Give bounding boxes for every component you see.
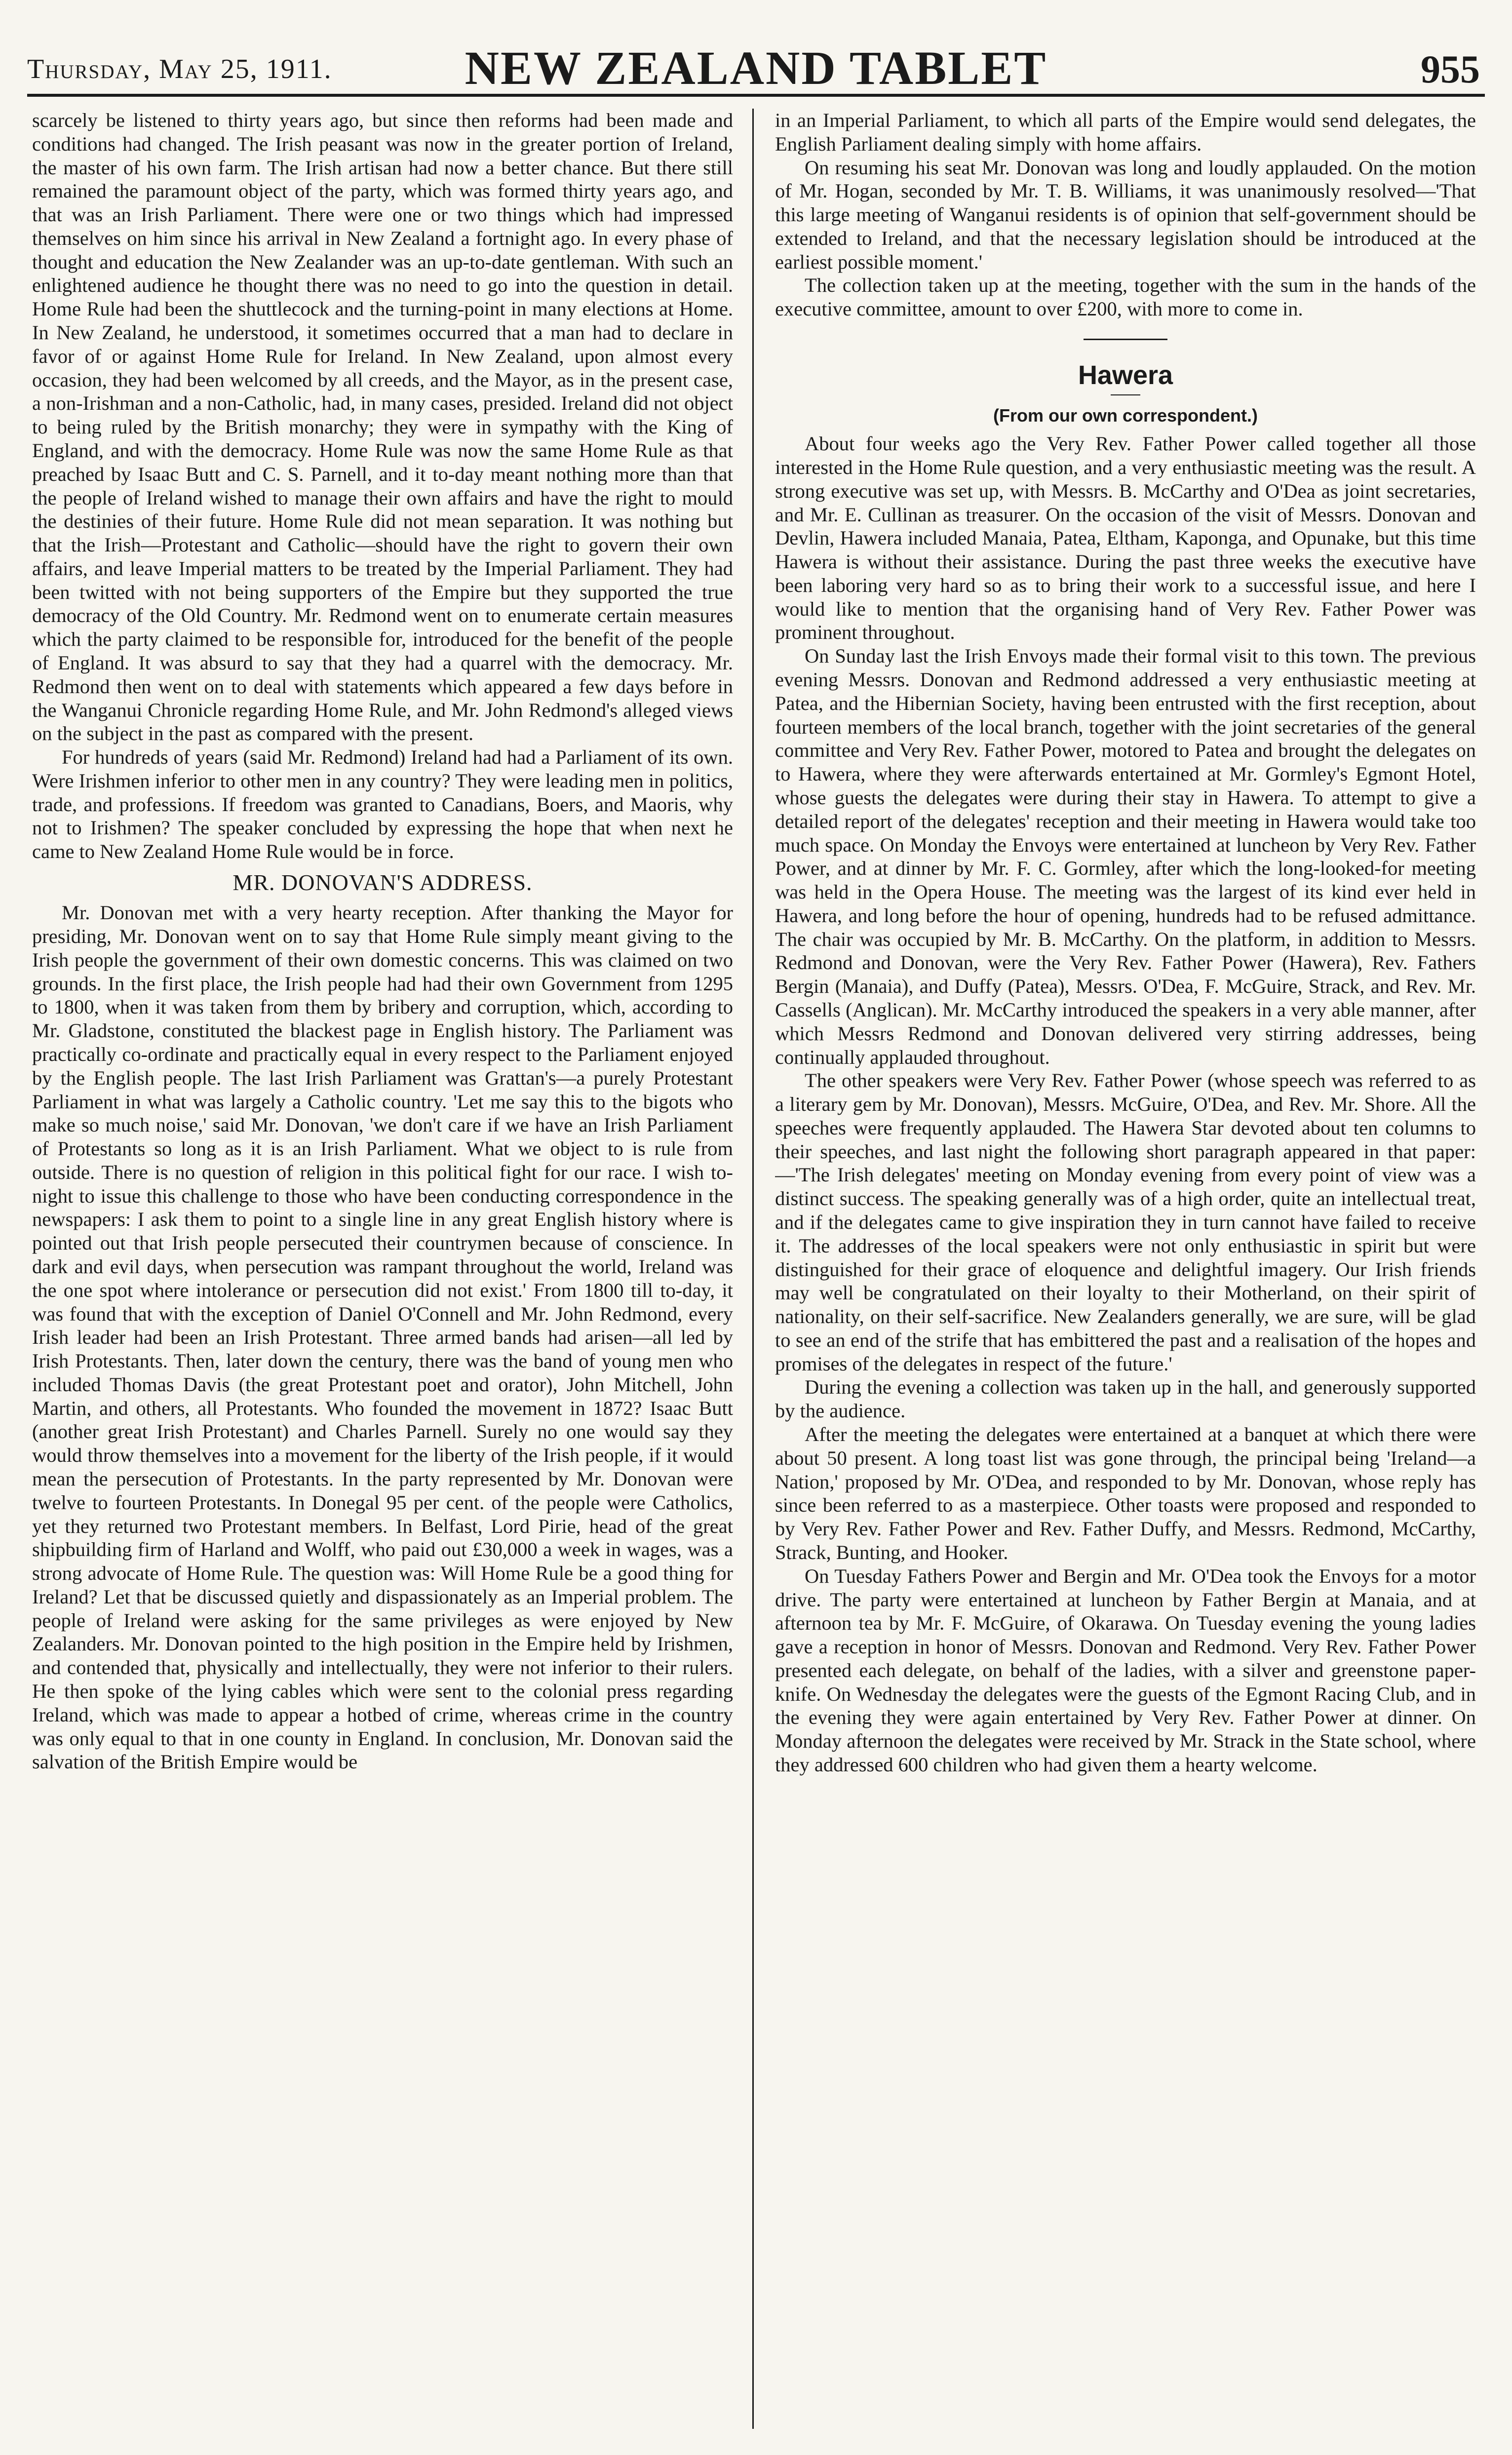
column-divider [752,109,754,2429]
byline: (From our own correspondent.) [993,405,1258,426]
masthead [27,35,1485,97]
issue-date: Thursday, May 25, 1911. [27,54,332,84]
section-title-hawera: Hawera [1078,360,1173,390]
article-paragraph: On Sunday last the Irish Envoys made their formal visit to this town. The previous evening Messrs. Donovan and Redmond addressed a very enthusiastic meeting at Patea, and the Hibernian Society, having been entrusted with the first reception, about fourteen members of the local branch, together with the joint secretaries of the general committee and Very Rev. Father Power, motored to Patea and brought the delegates on to Hawera, where they were afterwards entertained at Mr. Gormley's Egmont Hotel, whose guests the delegates were during their stay in Hawera. To attempt to give a detailed report of the delegates' reception and their meeting in Hawera would take too much space. On Monday the Envoys were entertained at luncheon by Very Rev. Father Power, and at dinner by Mr. F. C. Gormley, after which the long-looked-for meeting was held in the Opera House. The meeting was the largest of its kind ever held in Hawera, and long before the hour of opening, hundreds had to be refused admittance. The chair was occupied by Mr. B. McCarthy. On the platform, in addition to Messrs. Redmond and Donovan, were the Very Rev. Father Power (Hawera), Rev. Fathers Bergin (Manaia), and Duffy (Patea), Messrs. O'Dea, F. McGuire, Strack, and Rev. Mr. Cassells (Anglican). Mr. McCarthy introduced the speakers in a very able manner, after which Messrs Redmond and Donovan delivered very stirring addresses, being continually applauded throughout. [775,645,1476,1068]
article-paragraph: Mr. Donovan met with a very hearty reception. After thanking the Mayor for presiding, Mr. Donovan went on to say that Home Rule simply meant giving to the Irish people the government of their own domestic concerns. This was claimed on two grounds. In the first place, the Irish people had had their own Government from 1295 to 1800, when it was taken from them by bribery and corruption, which, according to Mr. Gladstone, constituted the blackest page in English history. The Parliament was practically co-ordinate and practically equal in every respect to the Parliament enjoyed by the English people. The last Irish Parliament was Grattan's—a purely Protestant Parliament in what was largely a Catholic country. 'Let me say this to the bigots who make so much noise,' said Mr. Donovan, 'we don't care if we have an Irish Parliament of Protestants so long as it is an Irish Parliament. What we object to is rule from outside. There is no question of religion in this political fight for our race. I wish to-night to issue this challenge to those who have been conducting correspondence in the newspapers: I ask them to point to a single line in any great English history where is pointed out that Irish people persecuted their countrymen because of conscience. In dark and evil days, when persecution was rampant throughout the world, Ireland was the one spot where intolerance or persecution did not exist.' From 1800 till to-day, it was found that with the exception of Daniel O'Connell and Mr. John Redmond, every Irish leader had been an Irish Protestant. Three armed bands had arisen—all led by Irish Protestants. Then, later down the century, there was the band of young men who included Thomas Davis (the great Protestant poet and orator), John Mitchell, John Martin, and others, all Protestants. Who founded the movement in 1872? Isaac Butt (another great Irish Protestant) and Charles Parnell. Surely no one would say they would throw themselves into a movement for the liberty of the Irish people, if it would mean the persecution of Protestants. In the party represented by Mr. Donovan were twelve to fourteen Protestants. In Donegal 95 per cent. of the people were Catholics, yet they returned two Protestant members. In Belfast, Lord Pirie, head of the great shipbuilding firm of Harland and Wolff, who paid out £30,000 a week in wages, was a strong advocate of Home Rule. The question was: Will Home Rule be a good thing for Ireland? Let that be discussed quietly and dispassionately as an Imperial problem. The people of Ireland were asking for the same privileges as were enjoyed by New Zealanders. Mr. Donovan pointed to the high position in the Empire held by Irishmen, and contended that, physically and intellectually, they were not inferior to their rulers. He then spoke of the lying cables which were sent to the colonial press regarding Ireland, which was made to appear a hotbed of crime, whereas crime in the country was only equal to that in one county in England. In conclusion, Mr. Donovan said the salvation of the British Empire would be [32,901,733,1773]
title-underline [1111,394,1140,395]
article-paragraph: The collection taken up at the meeting, together with the sum in the hands of the executive committee, amount to over £200, with more to come in. [775,274,1476,320]
article-paragraph: For hundreds of years (said Mr. Redmond) Ireland had had a Parliament of its own. Were Irishmen inferior to other men in any country? They were leading men in politics, trade, and professions. If freedom was granted to Canadians, Boers, and Maoris, why not to Irishmen? The speaker concluded by expressing the hope that when next he came to New Zealand Home Rule would be in force. [32,746,733,863]
article-paragraph: The other speakers were Very Rev. Father Power (whose speech was referred to as a literary gem by Mr. Donovan), Messrs. McGuire, O'Dea, and Rev. Mr. Shore. All the speeches were frequently applauded. The Hawera Star devoted about ten columns to their speeches, and last night the following short paragraph appeared in that paper:—'The Irish delegates' meeting on Monday evening from every point of view was a distinct success. The speaking generally was of a high order, quite an intellectual treat, and if the delegates came to give inspiration they in turn cannot have failed to receive it. The addresses of the local speakers were not only enthusiastic in spirit but were distinguished for their grace of eloquence and delightful imagery. Our Irish friends may well be congratulated on their loyalty to their Motherland, on their spirit of nationality, on their self-sacrifice. New Zealanders generally, we are sure, will be glad to see an end of the strife that has embittered the past and a realisation of the hopes and promises of the delegates in respect of the future.' [775,1069,1476,1375]
subheading-donovan-address: MR. DONOVAN'S ADDRESS. [233,870,533,895]
newspaper-page [27,35,1485,2434]
publication-title: NEW ZEALAND TABLET [465,41,1047,94]
article-paragraph: After the meeting the delegates were entertained at a banquet at which there were about 50 present. A long toast list was gone through, the principal being 'Ireland—a Nation,' proposed by Mr. O'Dea, and responded to by Mr. Donovan, whose reply has since been referred to as a masterpiece. Other toasts were proposed and responded to by Very Rev. Father Power and Rev. Father Duffy, and Messrs. Redmond, McCarthy, Strack, Bunting, and Hooker. [775,1423,1476,1563]
section-separator [1084,339,1167,340]
article-paragraph: in an Imperial Parliament, to which all parts of the Empire would send delegates, the English Parliament dealing simply with home affairs. [775,109,1476,155]
right-column [775,109,1476,2429]
article-paragraph: scarcely be listened to thirty years ago, but since then reforms had been made and conditions had changed. The Irish peasant was now in the greater portion of Ireland, the master of his own farm. The Irish artisan had now a better chance. But there still remained the paramount object of the party, which was formed thirty years ago, and that was an Irish Parliament. There were one or two things which had impressed themselves on him since his arrival in New Zealand a fortnight ago. In every phase of thought and education the New Zealander was an up-to-date gentleman. With such an enlightened audience he thought there was no need to go into the question in detail. Home Rule had been the shuttlecock and the turning-point in many elections at Home. In New Zealand, he understood, it sometimes occurred that a man had to declare in favor of or against Home Rule for Ireland. In New Zealand, upon almost every occasion, they had been welcomed by all creeds, and the Mayor, as in the present case, a non-Irishman and a non-Catholic, had, in many cases, presided. Ireland did not object to being ruled by the British monarchy; they were in sympathy with the King of England, and with the democracy. Home Rule was now the same Home Rule as that preached by Isaac Butt and C. S. Parnell, and it to-day meant nothing more than that the people of Ireland wished to manage their own affairs and have the right to mould the destinies of their future. Home Rule did not mean separation. It was nothing but that the Irish—Protestant and Catholic—should have the right to govern their own affairs, and leave Imperial matters to be treated by the Imperial Parliament. They had been twitted with not being supporters of the Empire but they supported the true democracy of the Old Country. Mr. Redmond went on to enumerate certain measures which the party claimed to be responsible for, introduced for the benefit of the people of England. It was absurd to say that they had a quarrel with the democracy. Mr. Redmond then went on to deal with statements which appeared a few days before in the Wanganui Chronicle regarding Home Rule, and Mr. John Redmond's alleged views on the subject in the past as compared with the present. [32,109,733,745]
article-paragraph: On Tuesday Fathers Power and Bergin and Mr. O'Dea took the Envoys for a motor drive. The party were entertained at luncheon by Father Bergin at Manaia, and at afternoon tea by Mr. F. McGuire, of Okarawa. On Tuesday evening the young ladies gave a reception in honor of Messrs. Donovan and Redmond. Very Rev. Father Power presented each delegate, on behalf of the ladies, with a silver and greenstone paper-knife. On Wednesday the delegates were the guests of the Egmont Racing Club, and in the evening they were again entertained by Very Rev. Father Power at dinner. On Monday afternoon the delegates were received by Mr. Strack in the State school, where they addressed 600 children who had given them a hearty welcome. [775,1564,1476,1776]
left-column [32,109,733,2429]
article-paragraph: About four weeks ago the Very Rev. Father Power called together all those interested in the Home Rule question, and a very enthusiastic meeting was the result. A strong executive was set up, with Messrs. B. McCarthy and O'Dea as joint secretaries, and Mr. E. Cullinan as treasurer. On the occasion of the visit of Messrs. Donovan and Devlin, Hawera included Manaia, Patea, Eltham, Kaponga, and Opunake, but this time Hawera is without their assistance. During the past three weeks the executive have been laboring very hard so as to bring their work to a successful issue, and here I would like to mention that the organising hand of Very Rev. Father Power was prominent throughout. [775,432,1476,644]
article-paragraph: During the evening a collection was taken up in the hall, and generously supported by the audience. [775,1376,1476,1422]
article-paragraph: On resuming his seat Mr. Donovan was long and loudly applauded. On the motion of Mr. Hogan, seconded by Mr. T. B. Williams, it was unanimously resolved—'That this large meeting of Wanganui residents is of opinion that self-government should be extended to Ireland, and that the necessary legislation should be introduced at the earliest possible moment.' [775,156,1476,273]
page-number: 955 [1421,48,1480,91]
